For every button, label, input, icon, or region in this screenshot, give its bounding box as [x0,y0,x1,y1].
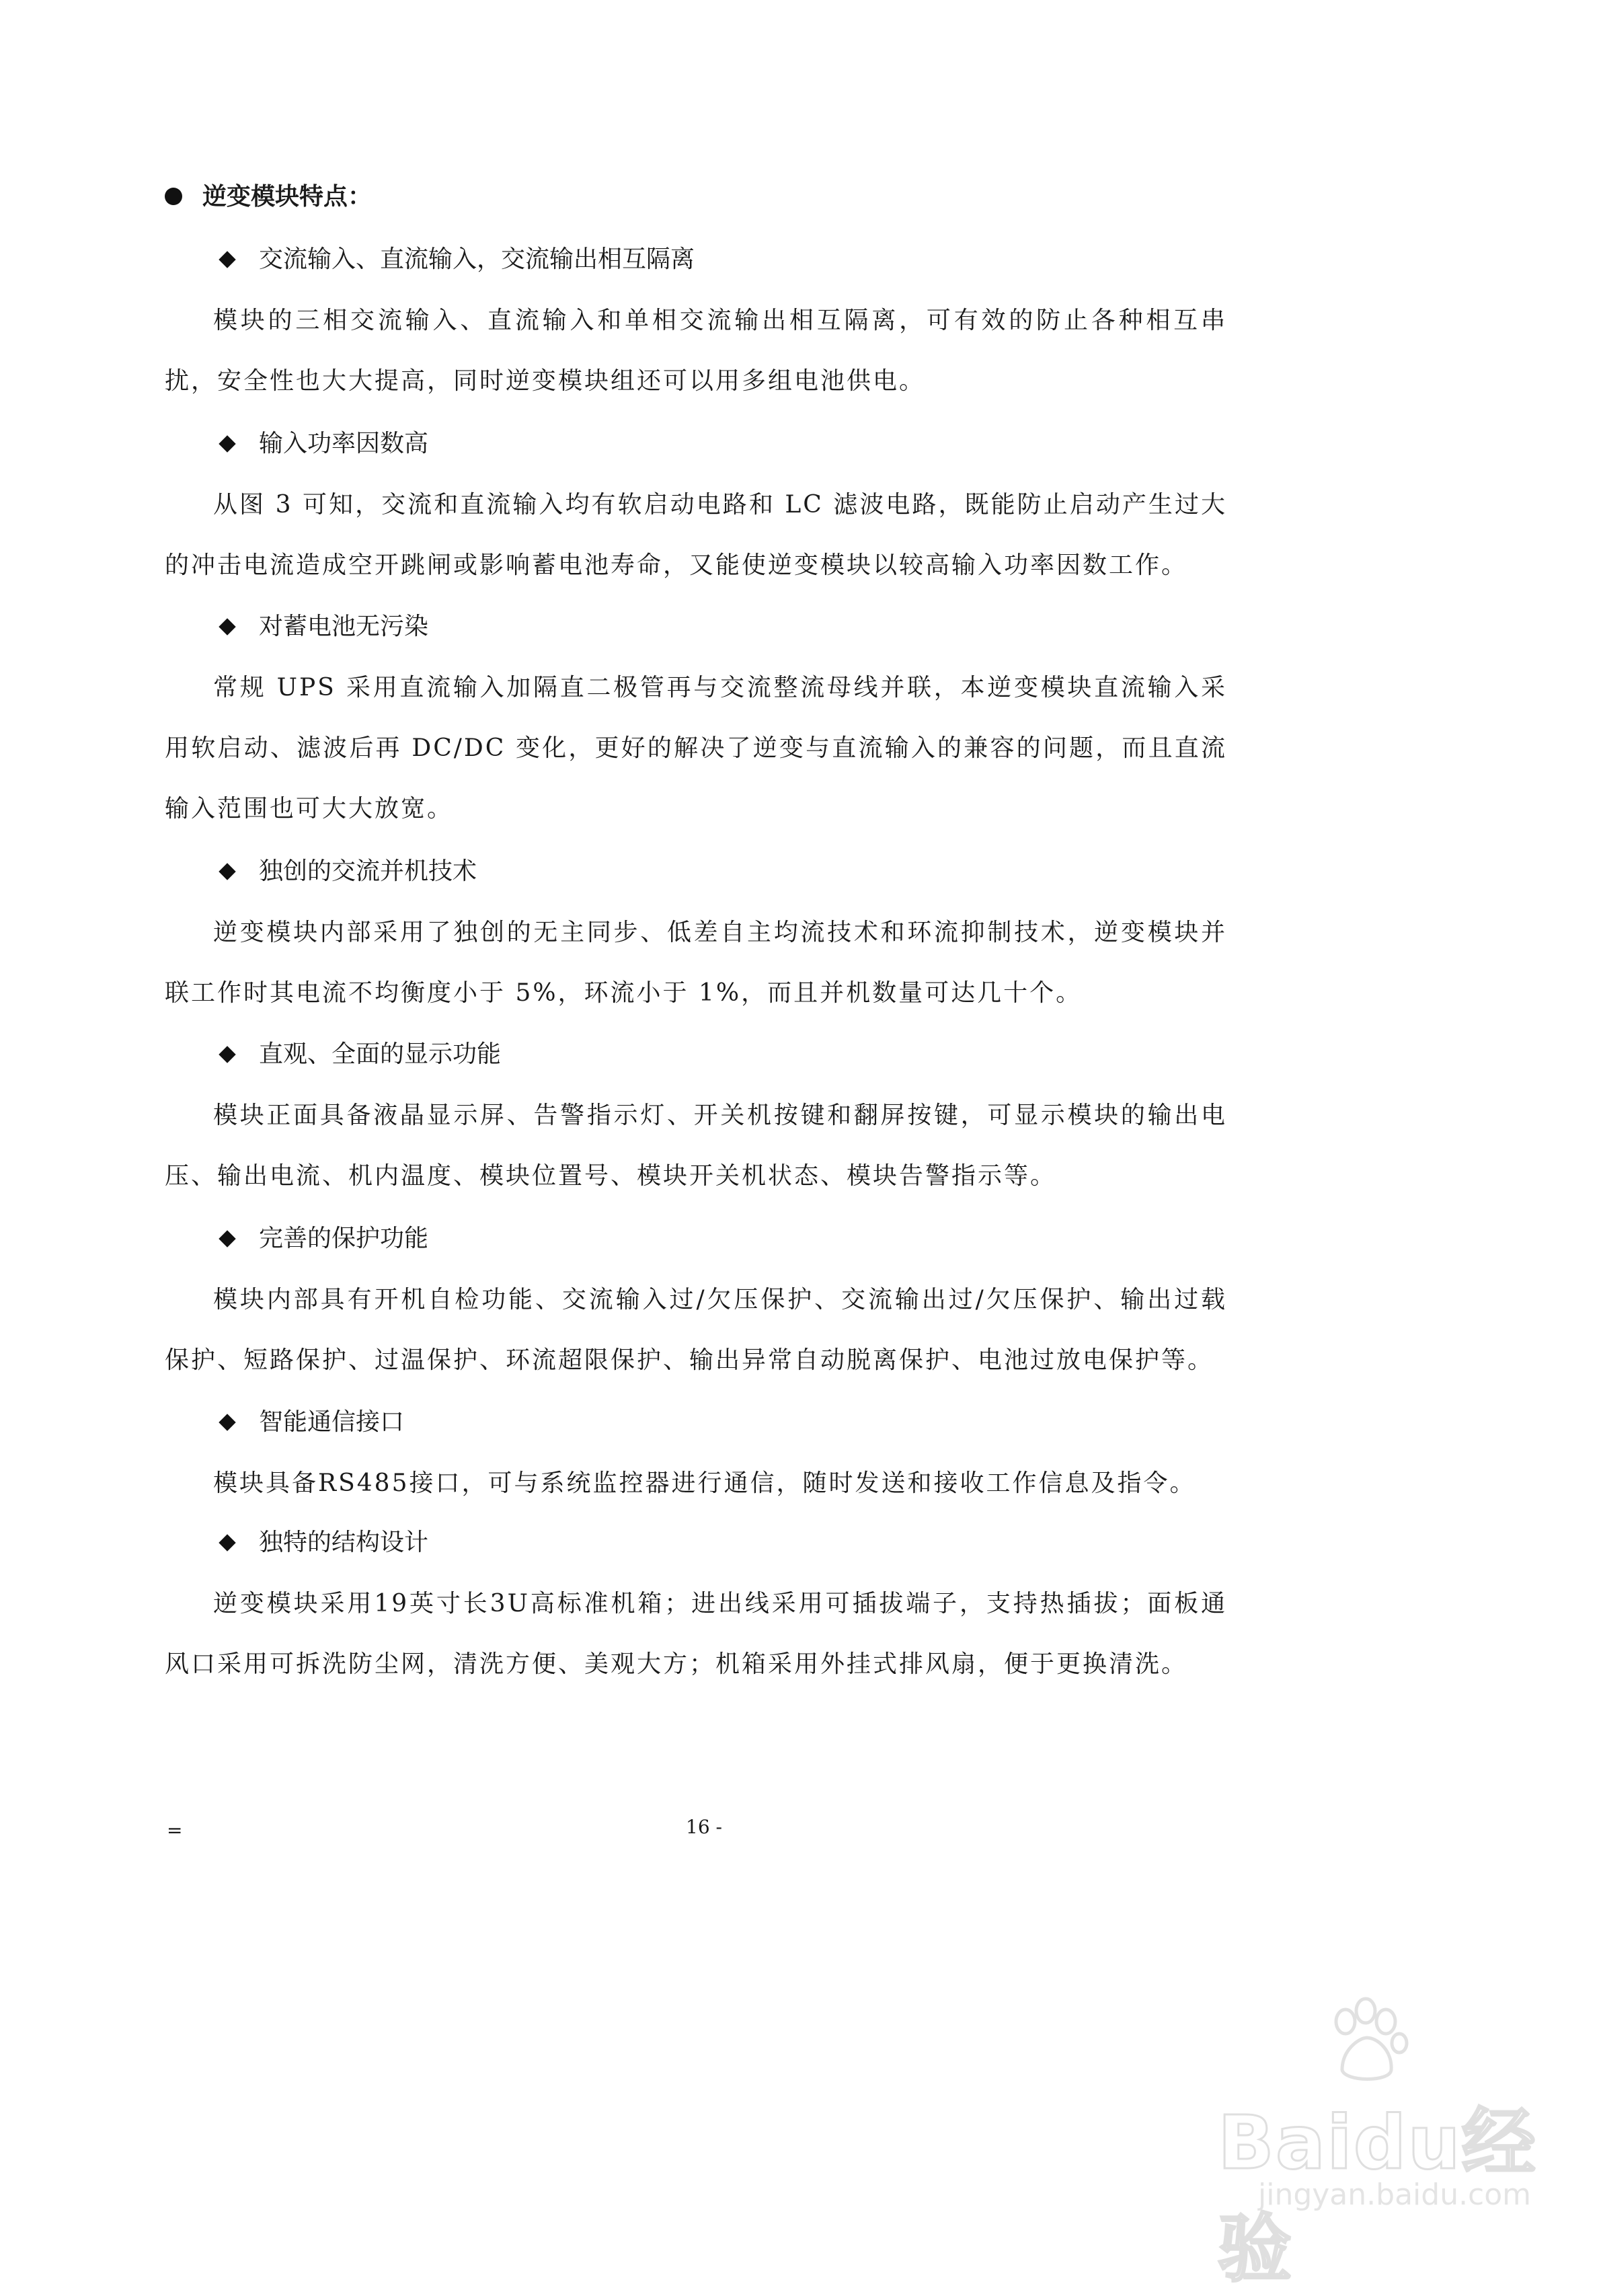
feature-title [165,239,1227,280]
feature-title [165,1219,1227,1259]
feature-title-text: 对蓄电池无污染 [259,613,429,640]
baidu-watermark [1177,1996,1554,2292]
feature-paragraph: 模块具备RS485接口，可与系统监控器进行通信，随时发送和接收工作信息及指令。 [213,1469,1196,1497]
feature-title-text: 智能通信接口 [259,1408,405,1436]
feature-paragraph: 从图 3 可知，交流和直流输入均有软启动电路和 LC 滤波电路，既能防止启动产生过大的冲击电流造成空开跳闸或影响蓄电池寿命，又能使逆变模块以较高输入功率因数工作。 [165,491,1227,579]
feature-title-text: 独特的结构设计 [259,1529,429,1556]
footer-mark: = [167,1819,183,1841]
feature-title-text: 直观、全面的显示功能 [259,1040,502,1068]
diamond-bullet-icon [219,863,235,880]
feature-section [165,239,1227,412]
feature-section [165,1523,1227,1695]
watermark-url: jingyan.baidu.com [1258,2178,1532,2212]
feature-paragraph: 逆变模块采用19英寸长3U高标准机箱；进出线采用可插拔端子，支持热插拔；面板通风口采用可拆洗防尘网，清洗方便、美观大方；机箱采用外挂式排风扇，便于更换清洗。 [165,1590,1227,1678]
feature-paragraph: 模块正面具备液晶显示屏、告警指示灯、开关机按键和翻屏按键，可显示模块的输出电压、输出电流、机内温度、模块位置号、模块开关机状态、模块告警指示等。 [165,1102,1227,1190]
diamond-bullet-icon [219,1414,235,1430]
diamond-bullet-icon [219,1046,235,1063]
heading-text: 逆变模块特点： [202,182,373,211]
feature-section [165,607,1227,839]
feature-paragraph: 逆变模块内部采用了独创的无主同步、低差自主均流技术和环流抑制技术，逆变模块并联工作时其电流不均衡度小于 5%，环流小于 1%，而且并机数量可达几十个。 [165,919,1227,1007]
feature-paragraph: 常规 UPS 采用直流输入加隔直二极管再与交流整流母线并联，本逆变模块直流输入采用软启动、滤波后再 DC/DC 变化，更好的解决了逆变与直流输入的兼容的问题，而且直流输入范围也可大大放宽。 [165,674,1227,822]
page-number: 16 - [686,1816,722,1838]
diamond-bullet-icon [219,435,235,452]
feature-title [165,1034,1227,1075]
diamond-bullet-icon [219,1230,235,1247]
diamond-bullet-icon [219,618,235,635]
feature-section [165,424,1227,596]
bullet-dot-icon [165,188,182,205]
feature-section [165,851,1227,1024]
feature-title-text: 输入功率因数高 [259,430,429,457]
feature-title [165,1402,1227,1443]
feature-section [165,1219,1227,1391]
watermark-brand: Baidu经验 [1218,2100,1537,2292]
feature-title [165,851,1227,892]
feature-section [165,1402,1227,1514]
baidu-paw-icon [1319,1996,1413,2090]
feature-title [165,424,1227,464]
feature-title [165,1523,1227,1563]
diamond-bullet-icon [219,251,235,268]
feature-title-text: 完善的保护功能 [259,1225,429,1252]
diamond-bullet-icon [219,1534,235,1551]
section-heading [165,176,372,217]
feature-title-text: 独创的交流并机技术 [259,857,477,885]
feature-title-text: 交流输入、直流输入，交流输出相互隔离 [259,245,695,273]
feature-section [165,1034,1227,1207]
feature-paragraph: 模块的三相交流输入、直流输入和单相交流输出相互隔离，可有效的防止各种相互串扰，安全性也大大提高，同时逆变模块组还可以用多组电池供电。 [165,307,1227,395]
feature-title [165,607,1227,647]
feature-paragraph: 模块内部具有开机自检功能、交流输入过/欠压保护、交流输出过/欠压保护、输出过载保护、短路保护、过温保护、环流超限保护、输出异常自动脱离保护、电池过放电保护等。 [165,1286,1227,1374]
